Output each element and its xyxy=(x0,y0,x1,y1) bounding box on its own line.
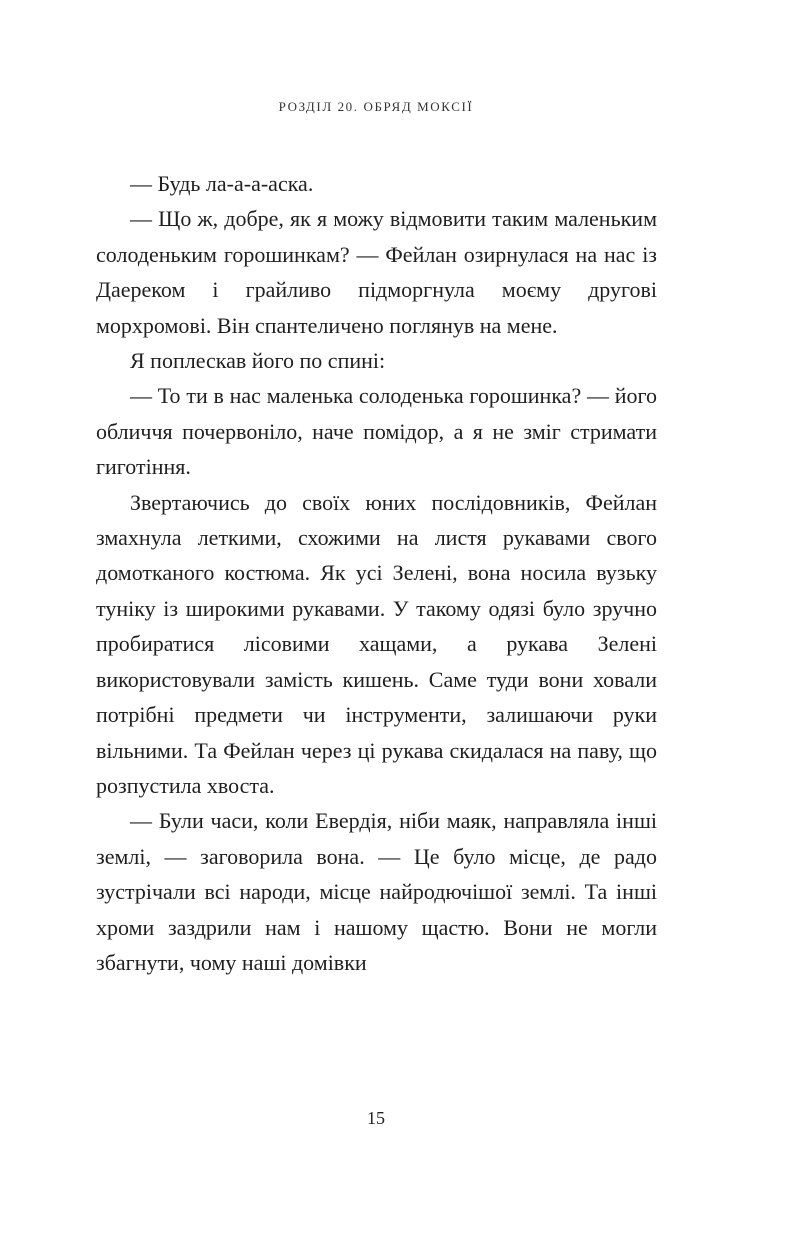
body-text xyxy=(96,166,657,980)
running-head: РОЗДІЛ 20. ОБРЯД МОКСІЇ xyxy=(278,99,474,114)
paragraph: — То ти в нас маленька солоденька горошинка? — його обличчя почервоніло, наче помідор, а я не зміг стримати гиготіння. xyxy=(96,383,657,480)
page-number: 15 xyxy=(367,1108,385,1128)
paragraph: — Що ж, добре, як я можу відмовити таким маленьким солоденьким горошинкам? — Фейлан озирнулася на нас із Даереком і грайливо підморгнула моєму другові морхромові. Він спантеличено поглянув на мене. xyxy=(96,206,657,338)
paragraph: Звертаючись до своїх юних послідовників, Фейлан змахнула леткими, схожими на листя рукавами свого домотканого костюма. Як усі Зелені, вона носила вузьку туніку із широкими рукавами. У такому одязі було зручно пробиратися лісовими хащами, а рукава Зелені використовували замість кишень. Саме туди вони ховали потрібні предмети чи інструменти, залишаючи руки вільними. Та Фейлан через ці рукава скидалася на паву, що розпустила хвоста. xyxy=(96,489,657,798)
paragraph: — Були часи, коли Евердія, ніби маяк, направляла інші землі, — заговорила вона. — Це було місце, де радо зустрічали всі народи, місце найродючішої землі. Та інші хроми заздрили нам і нашому щастю. Вони не могли збагнути, чому наші домівки xyxy=(96,808,657,975)
paragraph: — Будь ла-а-а-аска. xyxy=(130,171,314,196)
paragraph: Я поплескав його по спині: xyxy=(130,348,386,374)
